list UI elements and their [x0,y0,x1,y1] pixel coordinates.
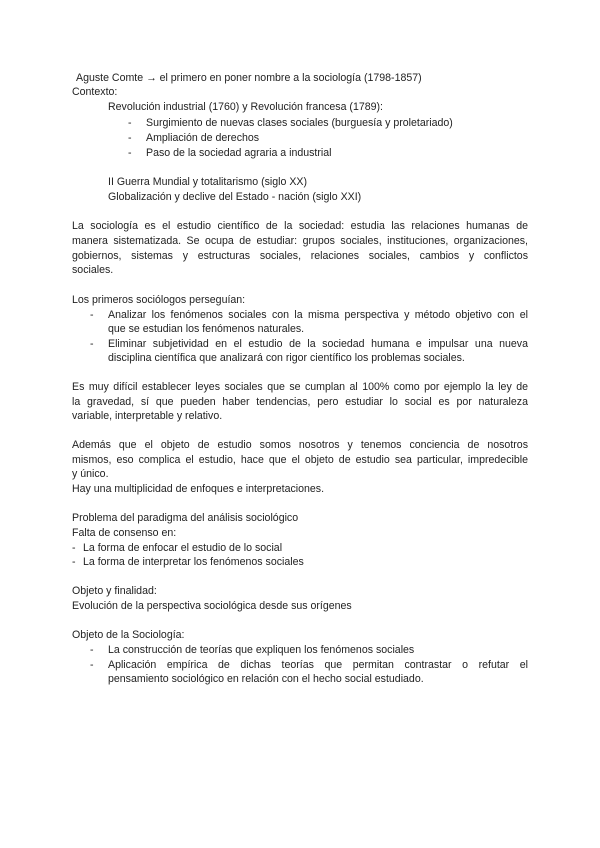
first-sociologists-heading: Los primeros sociólogos perseguían: [72,294,246,306]
context-bullet-3: Paso de la sociedad agraria a industrial [146,147,332,159]
laws-line-1: Es muy difícil establecer leyes sociales que se cumplan al 100% como por ejemplo la ley de [72,381,528,393]
globalization-line: Globalización y declive del Estado - nación (siglo XXI) [108,191,362,203]
object-line-3: y único. [72,468,109,480]
sociologists-item-1-line-1: Analizar los fenómenos sociales con la misma perspectiva y método objetivo con el [108,309,528,321]
sociology-object-item-2-line-1: Aplicación empírica de dichas teorías que permitan contrastar o refutar el [108,659,528,671]
context-label: Contexto: [72,86,118,98]
paradigm-item-1: La forma de enfocar el estudio de lo social [83,542,283,554]
bullet-dash: - [128,132,132,144]
bullet-dash: - [90,659,94,671]
sociologists-item-1-line-2: que se estudian los fenómenos naturales. [108,323,305,335]
bullet-dash: - [90,338,94,350]
sociology-object-item-1: La construcción de teorías que expliquen los fenómenos sociales [108,644,415,656]
paradigm-heading: Problema del paradigma del análisis sociológico [72,512,299,524]
bullet-dash: - [72,556,76,568]
laws-line-3: variable, interpretable y relativo. [72,410,223,422]
sociology-object-heading: Objeto de la Sociología: [72,629,185,641]
definition-line-2: manera sistematizada. Se ocupa de estudiar: grupos sociales, instituciones, organizaciones, [72,235,528,247]
definition-line-3: gobiernos, sistemas y estructuras sociales, relaciones sociales, cambios y conflictos [72,250,528,262]
context-bullet-1: Surgimiento de nuevas clases sociales (burguesía y proletariado) [146,117,453,129]
sociologists-item-2-line-2: disciplina científica que analizará con rigor científico los problemas sociales. [108,352,465,364]
laws-line-2: la gravedad, sí que pueden haber tendencias, pero estudiar lo social es por naturaleza [72,396,528,408]
multiplicity-line: Hay una multiplicidad de enfoques e interpretaciones. [72,483,325,495]
revolution-line: Revolución industrial (1760) y Revolución francesa (1789): [108,101,383,113]
purpose-heading: Objeto y finalidad: [72,585,157,597]
object-line-2: mismos, eso complica el estudio, hace que el objeto de estudio sea particular, impredecible [72,454,528,466]
evolution-line: Evolución de la perspectiva sociológica desde sus orígenes [72,600,352,612]
sociologists-item-2-line-1: Eliminar subjetividad en el estudio de la sociedad humana e impulsar una nueva [108,338,528,350]
bullet-dash: - [90,309,94,321]
definition-line-4: sociales. [72,264,114,276]
bullet-dash: - [128,117,132,129]
definition-line-1: La sociología es el estudio científico de la sociedad: estudia las relaciones humanas de [72,220,528,232]
bullet-dash: - [90,644,94,656]
paradigm-item-2: La forma de interpretar los fenómenos sociales [83,556,304,568]
bullet-dash: - [72,542,76,554]
object-line-1: Además que el objeto de estudio somos nosotros y tenemos conciencia de nosotros [72,439,528,451]
comte-title-line: Aguste Comte → el primero en poner nombre a la sociología (1798-1857) [76,72,422,84]
bullet-dash: - [128,147,132,159]
war-line: II Guerra Mundial y totalitarismo (siglo XX) [108,176,307,188]
context-bullet-2: Ampliación de derechos [146,132,260,144]
sociology-object-item-2-line-2: pensamiento sociológico en relación con el hecho social estudiado. [108,673,424,685]
consensus-line: Falta de consenso en: [72,527,177,539]
